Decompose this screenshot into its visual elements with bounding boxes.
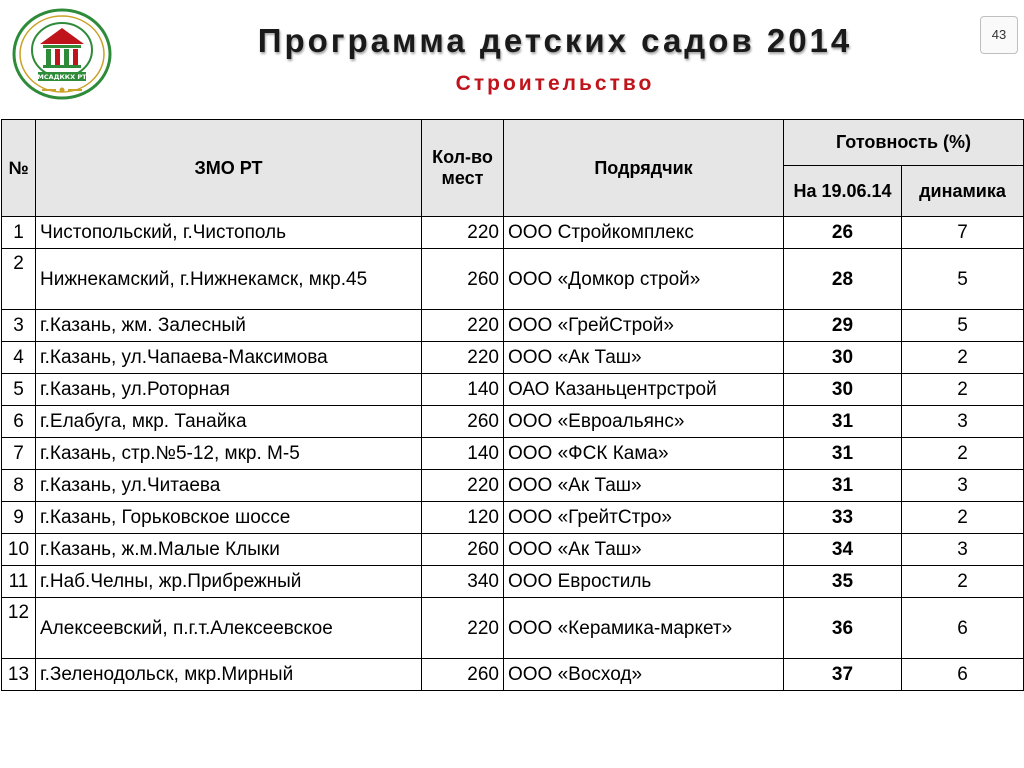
row-zmo: г.Казань, стр.№5-12, мкр. М-5 [36,438,422,470]
row-zmo: г.Казань, ул.Читаева [36,470,422,502]
row-ready: 35 [784,566,902,598]
row-contractor: ООО «Керамика-маркет» [504,598,784,659]
row-dynamics: 6 [902,598,1024,659]
row-dynamics: 3 [902,406,1024,438]
row-num: 3 [2,310,36,342]
row-zmo: Алексеевский, п.г.т.Алексеевское [36,598,422,659]
row-ready: 37 [784,659,902,691]
row-ready: 31 [784,470,902,502]
header-contractor: Подрядчик [504,120,784,217]
row-num: 9 [2,502,36,534]
row-contractor: ООО Стройкомплекс [504,217,784,249]
table-header-row [2,120,1024,166]
row-ready: 30 [784,342,902,374]
kindergarten-table [1,119,1024,691]
table-row [2,598,1024,659]
row-ready: 30 [784,374,902,406]
header-zmo: ЗМО РТ [36,120,422,217]
row-contractor: ООО «Домкор строй» [504,249,784,310]
table-row [2,502,1024,534]
row-num: 5 [2,374,36,406]
row-zmo: Чистопольский, г.Чистополь [36,217,422,249]
row-contractor: ООО «Восход» [504,659,784,691]
table-row [2,217,1024,249]
table-row [2,406,1024,438]
table-row [2,566,1024,598]
table-row [2,249,1024,310]
row-dynamics: 2 [902,502,1024,534]
table-row [2,470,1024,502]
row-contractor: ОАО Казаньцентрстрой [504,374,784,406]
row-dynamics: 5 [902,310,1024,342]
row-dynamics: 3 [902,470,1024,502]
row-places: 260 [422,534,504,566]
row-zmo: г.Казань, ул.Чапаева-Максимова [36,342,422,374]
row-dynamics: 7 [902,217,1024,249]
row-num: 13 [2,659,36,691]
header-dynamics: динамика [902,166,1024,217]
row-num: 10 [2,534,36,566]
row-num: 8 [2,470,36,502]
row-places: 140 [422,374,504,406]
row-zmo: Нижнекамский, г.Нижнекамск, мкр.45 [36,249,422,310]
row-dynamics: 3 [902,534,1024,566]
row-contractor: ООО «Евроальянс» [504,406,784,438]
row-ready: 33 [784,502,902,534]
row-contractor: ООО «Ак Таш» [504,470,784,502]
row-num: 4 [2,342,36,374]
table-row [2,534,1024,566]
row-dynamics: 2 [902,566,1024,598]
row-places: 260 [422,249,504,310]
row-dynamics: 6 [902,659,1024,691]
row-num: 1 [2,217,36,249]
row-num: 12 [2,598,36,659]
row-zmo: г.Казань, ул.Роторная [36,374,422,406]
row-places: 120 [422,502,504,534]
row-contractor: ООО «Ак Таш» [504,534,784,566]
row-places: 220 [422,470,504,502]
page-number: 43 [980,16,1018,54]
row-places: 260 [422,406,504,438]
table-row [2,310,1024,342]
table-row [2,374,1024,406]
header-places: Кол-во мест [422,120,504,217]
header-as-of: На 19.06.14 [784,166,902,217]
row-ready: 28 [784,249,902,310]
logo-text: МСАДККХ РТ [37,73,87,81]
row-ready: 31 [784,438,902,470]
row-zmo: г.Казань, ж.м.Малые Клыки [36,534,422,566]
row-ready: 26 [784,217,902,249]
table-row [2,659,1024,691]
row-zmo: г.Наб.Челны, жр.Прибрежный [36,566,422,598]
row-places: 220 [422,310,504,342]
page-title: Программа детских садов 2014 [257,22,853,59]
header-num: № [2,120,36,217]
page-subtitle: Строительство [455,72,655,95]
table-row [2,342,1024,374]
row-num: 11 [2,566,36,598]
header-readiness: Готовность (%) [784,120,1024,166]
row-ready: 36 [784,598,902,659]
row-places: 260 [422,659,504,691]
row-dynamics: 5 [902,249,1024,310]
emblem-icon [12,8,112,100]
row-zmo: г.Казань, Горьковское шоссе [36,502,422,534]
row-places: 220 [422,217,504,249]
row-contractor: ООО «ГрейСтрой» [504,310,784,342]
table-row [2,438,1024,470]
row-places: 220 [422,342,504,374]
row-zmo: г.Елабуга, мкр. Танайка [36,406,422,438]
row-num: 2 [2,249,36,310]
row-places: 140 [422,438,504,470]
row-ready: 34 [784,534,902,566]
row-zmo: г.Казань, жм. Залесный [36,310,422,342]
row-num: 6 [2,406,36,438]
row-dynamics: 2 [902,374,1024,406]
row-ready: 29 [784,310,902,342]
ministry-logo [12,8,112,100]
row-contractor: ООО «Ак Таш» [504,342,784,374]
row-num: 7 [2,438,36,470]
row-contractor: ООО «ФСК Кама» [504,438,784,470]
row-contractor: ООО Евростиль [504,566,784,598]
row-places: 220 [422,598,504,659]
row-contractor: ООО «ГрейтСтро» [504,502,784,534]
row-dynamics: 2 [902,342,1024,374]
row-places: 340 [422,566,504,598]
row-zmo: г.Зеленодольск, мкр.Мирный [36,659,422,691]
row-dynamics: 2 [902,438,1024,470]
row-ready: 31 [784,406,902,438]
